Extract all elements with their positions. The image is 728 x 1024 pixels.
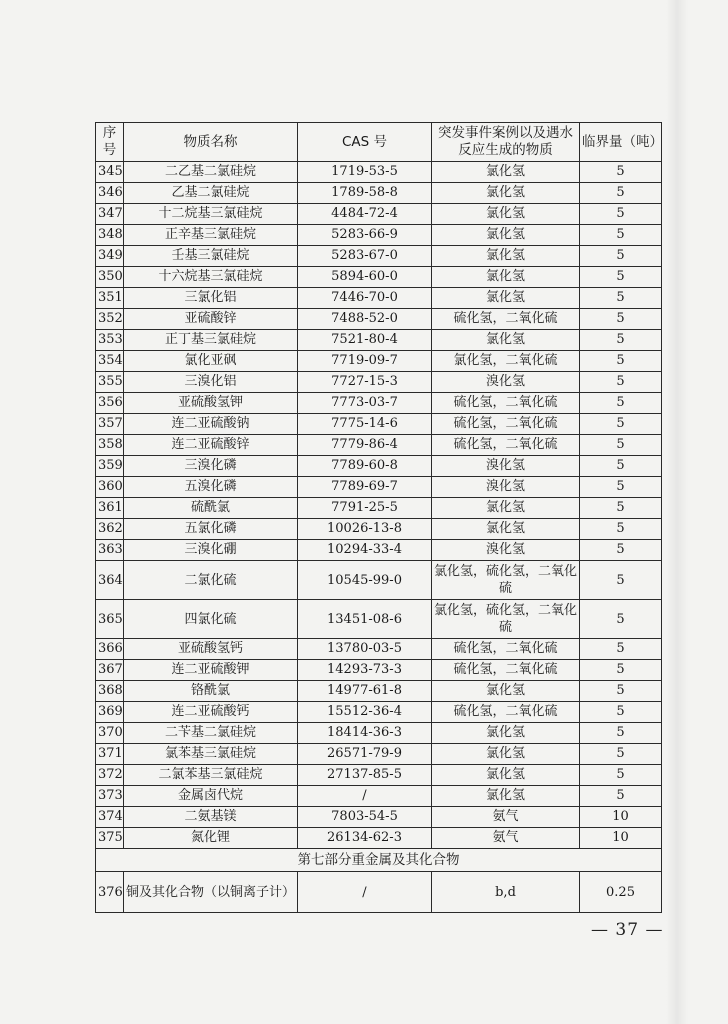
cell-event: 氯化氢: [432, 330, 580, 351]
cell-event: 氯化氢: [432, 183, 580, 204]
cell-cas: 15512-36-4: [298, 702, 432, 723]
cell-event: 氯化氢: [432, 786, 580, 807]
cell-num: 358: [96, 435, 124, 456]
cell-quantity: 5: [580, 288, 662, 309]
cell-num: 347: [96, 204, 124, 225]
cell-name: 氯苯基三氯硅烷: [124, 744, 298, 765]
cell-quantity: 10: [580, 807, 662, 828]
table-row: [96, 639, 662, 660]
cell-num: 356: [96, 393, 124, 414]
cell-num: 348: [96, 225, 124, 246]
cell-num: 369: [96, 702, 124, 723]
cell-event: 氯化氢: [432, 267, 580, 288]
cell-quantity: 5: [580, 414, 662, 435]
header-quantity: 临界量（吨）: [580, 123, 662, 162]
cell-quantity: 5: [580, 702, 662, 723]
table-row: [96, 786, 662, 807]
cell-cas: 18414-36-3: [298, 723, 432, 744]
cell-event: 硫化氢，二氧化硫: [432, 393, 580, 414]
cell-cas: 7779-86-4: [298, 435, 432, 456]
cell-event: 氯化氢: [432, 723, 580, 744]
cell-event: 氨气: [432, 807, 580, 828]
cell-quantity: 10: [580, 828, 662, 849]
substance-table: [95, 122, 662, 913]
cell-event: b,d: [432, 872, 580, 913]
cell-name: 氯化亚砜: [124, 351, 298, 372]
cell-cas: 10545-99-0: [298, 561, 432, 600]
cell-quantity: 5: [580, 330, 662, 351]
table-row: [96, 267, 662, 288]
cell-num: 345: [96, 162, 124, 183]
cell-name: 连二亚硫酸钙: [124, 702, 298, 723]
cell-cas: 5894-60-0: [298, 267, 432, 288]
cell-quantity: 5: [580, 267, 662, 288]
cell-event: 氯化氢: [432, 765, 580, 786]
cell-name: 亚硫酸锌: [124, 309, 298, 330]
cell-num: 366: [96, 639, 124, 660]
cell-name: 氮化锂: [124, 828, 298, 849]
cell-num: 352: [96, 309, 124, 330]
cell-event: 氯化氢，硫化氢，二氧化硫: [432, 600, 580, 639]
cell-quantity: 5: [580, 204, 662, 225]
cell-quantity: 5: [580, 723, 662, 744]
table-row: [96, 351, 662, 372]
cell-cas: 13780-03-5: [298, 639, 432, 660]
cell-num: 350: [96, 267, 124, 288]
cell-cas: /: [298, 872, 432, 913]
cell-name: 壬基三氯硅烷: [124, 246, 298, 267]
cell-name: 二乙基二氯硅烷: [124, 162, 298, 183]
cell-quantity: 5: [580, 681, 662, 702]
cell-num: 376: [96, 872, 124, 913]
cell-event: 氯化氢，硫化氢，二氧化硫: [432, 561, 580, 600]
cell-quantity: 5: [580, 351, 662, 372]
table-row: [96, 204, 662, 225]
cell-cas: 7791-25-5: [298, 498, 432, 519]
cell-event: 氯化氢，二氧化硫: [432, 351, 580, 372]
cell-quantity: 5: [580, 540, 662, 561]
cell-cas: 27137-85-5: [298, 765, 432, 786]
table-row: [96, 183, 662, 204]
table-row: [96, 561, 662, 600]
cell-quantity: 5: [580, 561, 662, 600]
header-event: 突发事件案例以及遇水反应生成的物质: [432, 123, 580, 162]
cell-event: 氯化氢: [432, 204, 580, 225]
cell-event: 溴化氢: [432, 477, 580, 498]
table-row: [96, 660, 662, 681]
cell-cas: 14977-61-8: [298, 681, 432, 702]
cell-name: 二氯苯基三氯硅烷: [124, 765, 298, 786]
cell-event: 硫化氢，二氧化硫: [432, 660, 580, 681]
table-row: [96, 456, 662, 477]
table-body: [96, 162, 662, 913]
cell-quantity: 5: [580, 600, 662, 639]
cell-cas: 7488-52-0: [298, 309, 432, 330]
cell-event: 氯化氢: [432, 246, 580, 267]
cell-cas: 7789-60-8: [298, 456, 432, 477]
cell-event: 氯化氢: [432, 288, 580, 309]
table-row: [96, 330, 662, 351]
table-row: [96, 435, 662, 456]
cell-num: 374: [96, 807, 124, 828]
cell-name: 三氯化铝: [124, 288, 298, 309]
cell-quantity: 5: [580, 372, 662, 393]
table-header-row: [96, 123, 662, 162]
table-row: [96, 828, 662, 849]
cell-quantity: 5: [580, 519, 662, 540]
table-row: [96, 519, 662, 540]
table-row: [96, 765, 662, 786]
cell-num: 372: [96, 765, 124, 786]
page-number: — 37 —: [591, 920, 664, 940]
cell-event: 溴化氢: [432, 372, 580, 393]
cell-name: 二苄基二氯硅烷: [124, 723, 298, 744]
cell-quantity: 5: [580, 393, 662, 414]
cell-name: 正辛基三氯硅烷: [124, 225, 298, 246]
cell-event: 溴化氢: [432, 456, 580, 477]
table-row: [96, 540, 662, 561]
cell-quantity: 5: [580, 456, 662, 477]
cell-name: 十六烷基三氯硅烷: [124, 267, 298, 288]
table-row: [96, 807, 662, 828]
cell-num: 362: [96, 519, 124, 540]
cell-num: 375: [96, 828, 124, 849]
cell-name: 乙基二氯硅烷: [124, 183, 298, 204]
cell-num: 353: [96, 330, 124, 351]
cell-name: 二氨基镁: [124, 807, 298, 828]
cell-cas: 5283-67-0: [298, 246, 432, 267]
cell-event: 氨气: [432, 828, 580, 849]
cell-num: 373: [96, 786, 124, 807]
table-row: [96, 744, 662, 765]
cell-cas: 7446-70-0: [298, 288, 432, 309]
cell-event: 硫化氢，二氧化硫: [432, 702, 580, 723]
cell-name: 连二亚硫酸钾: [124, 660, 298, 681]
header-name: 物质名称: [124, 123, 298, 162]
cell-event: 氯化氢: [432, 744, 580, 765]
cell-num: 355: [96, 372, 124, 393]
cell-quantity: 5: [580, 639, 662, 660]
cell-name: 正丁基三氯硅烷: [124, 330, 298, 351]
cell-num: 360: [96, 477, 124, 498]
cell-quantity: 5: [580, 183, 662, 204]
cell-name: 五溴化磷: [124, 477, 298, 498]
cell-num: 346: [96, 183, 124, 204]
cell-cas: 5283-66-9: [298, 225, 432, 246]
cell-name: 亚硫酸氢钾: [124, 393, 298, 414]
cell-num: 371: [96, 744, 124, 765]
cell-name: 铜及其化合物（以铜离子计）: [124, 872, 298, 913]
cell-quantity: 5: [580, 786, 662, 807]
cell-num: 361: [96, 498, 124, 519]
cell-name: 连二亚硫酸锌: [124, 435, 298, 456]
table-row: [96, 723, 662, 744]
cell-num: 349: [96, 246, 124, 267]
cell-num: 351: [96, 288, 124, 309]
cell-quantity: 5: [580, 162, 662, 183]
cell-cas: 14293-73-3: [298, 660, 432, 681]
cell-num: 368: [96, 681, 124, 702]
cell-name: 铬酰氯: [124, 681, 298, 702]
table-row: [96, 225, 662, 246]
cell-num: 363: [96, 540, 124, 561]
cell-num: 370: [96, 723, 124, 744]
cell-cas: 7727-15-3: [298, 372, 432, 393]
cell-quantity: 5: [580, 660, 662, 681]
cell-event: 氯化氢: [432, 162, 580, 183]
cell-name: 三溴化铝: [124, 372, 298, 393]
cell-quantity: 5: [580, 309, 662, 330]
cell-num: 357: [96, 414, 124, 435]
cell-cas: 7803-54-5: [298, 807, 432, 828]
table-row: [96, 702, 662, 723]
header-num: 序号: [96, 123, 124, 162]
cell-cas: 26571-79-9: [298, 744, 432, 765]
cell-event: 溴化氢: [432, 540, 580, 561]
table-row: [96, 246, 662, 267]
cell-cas: /: [298, 786, 432, 807]
table-row: [96, 872, 662, 913]
cell-event: 硫化氢，二氧化硫: [432, 309, 580, 330]
table-row: [96, 162, 662, 183]
cell-event: 硫化氢，二氧化硫: [432, 435, 580, 456]
cell-num: 354: [96, 351, 124, 372]
table-row: [96, 372, 662, 393]
cell-quantity: 5: [580, 744, 662, 765]
cell-cas: 4484-72-4: [298, 204, 432, 225]
cell-name: 金属卤代烷: [124, 786, 298, 807]
cell-name: 二氯化硫: [124, 561, 298, 600]
cell-quantity: 0.25: [580, 872, 662, 913]
table-row: [96, 414, 662, 435]
cell-quantity: 5: [580, 477, 662, 498]
cell-cas: 10026-13-8: [298, 519, 432, 540]
cell-cas: 1789-58-8: [298, 183, 432, 204]
cell-event: 氯化氢: [432, 225, 580, 246]
cell-cas: 7719-09-7: [298, 351, 432, 372]
cell-num: 367: [96, 660, 124, 681]
cell-quantity: 5: [580, 765, 662, 786]
cell-name: 硫酰氯: [124, 498, 298, 519]
cell-name: 四氯化硫: [124, 600, 298, 639]
cell-cas: 7773-03-7: [298, 393, 432, 414]
cell-name: 亚硫酸氢钙: [124, 639, 298, 660]
table-row: [96, 498, 662, 519]
cell-cas: 7775-14-6: [298, 414, 432, 435]
table-row: [96, 681, 662, 702]
cell-name: 三溴化磷: [124, 456, 298, 477]
cell-num: 364: [96, 561, 124, 600]
cell-quantity: 5: [580, 225, 662, 246]
cell-quantity: 5: [580, 435, 662, 456]
cell-name: 连二亚硫酸钠: [124, 414, 298, 435]
cell-name: 五氯化磷: [124, 519, 298, 540]
page-edge-shadow: [666, 0, 688, 1024]
cell-quantity: 5: [580, 498, 662, 519]
cell-cas: 13451-08-6: [298, 600, 432, 639]
cell-quantity: 5: [580, 246, 662, 267]
cell-cas: 7521-80-4: [298, 330, 432, 351]
table-row: [96, 309, 662, 330]
cell-cas: 7789-69-7: [298, 477, 432, 498]
section-row: [96, 849, 662, 872]
cell-num: 359: [96, 456, 124, 477]
cell-num: 365: [96, 600, 124, 639]
table-row: [96, 600, 662, 639]
cell-event: 硫化氢，二氧化硫: [432, 639, 580, 660]
header-cas: CAS 号: [298, 123, 432, 162]
cell-cas: 1719-53-5: [298, 162, 432, 183]
table-row: [96, 288, 662, 309]
table-row: [96, 477, 662, 498]
cell-event: 氯化氢: [432, 498, 580, 519]
cell-event: 硫化氢，二氧化硫: [432, 414, 580, 435]
cell-name: 三溴化硼: [124, 540, 298, 561]
cell-cas: 10294-33-4: [298, 540, 432, 561]
cell-event: 氯化氢: [432, 681, 580, 702]
table-row: [96, 393, 662, 414]
section-title: 第七部分重金属及其化合物: [96, 849, 662, 872]
cell-event: 氯化氢: [432, 519, 580, 540]
cell-name: 十二烷基三氯硅烷: [124, 204, 298, 225]
cell-cas: 26134-62-3: [298, 828, 432, 849]
